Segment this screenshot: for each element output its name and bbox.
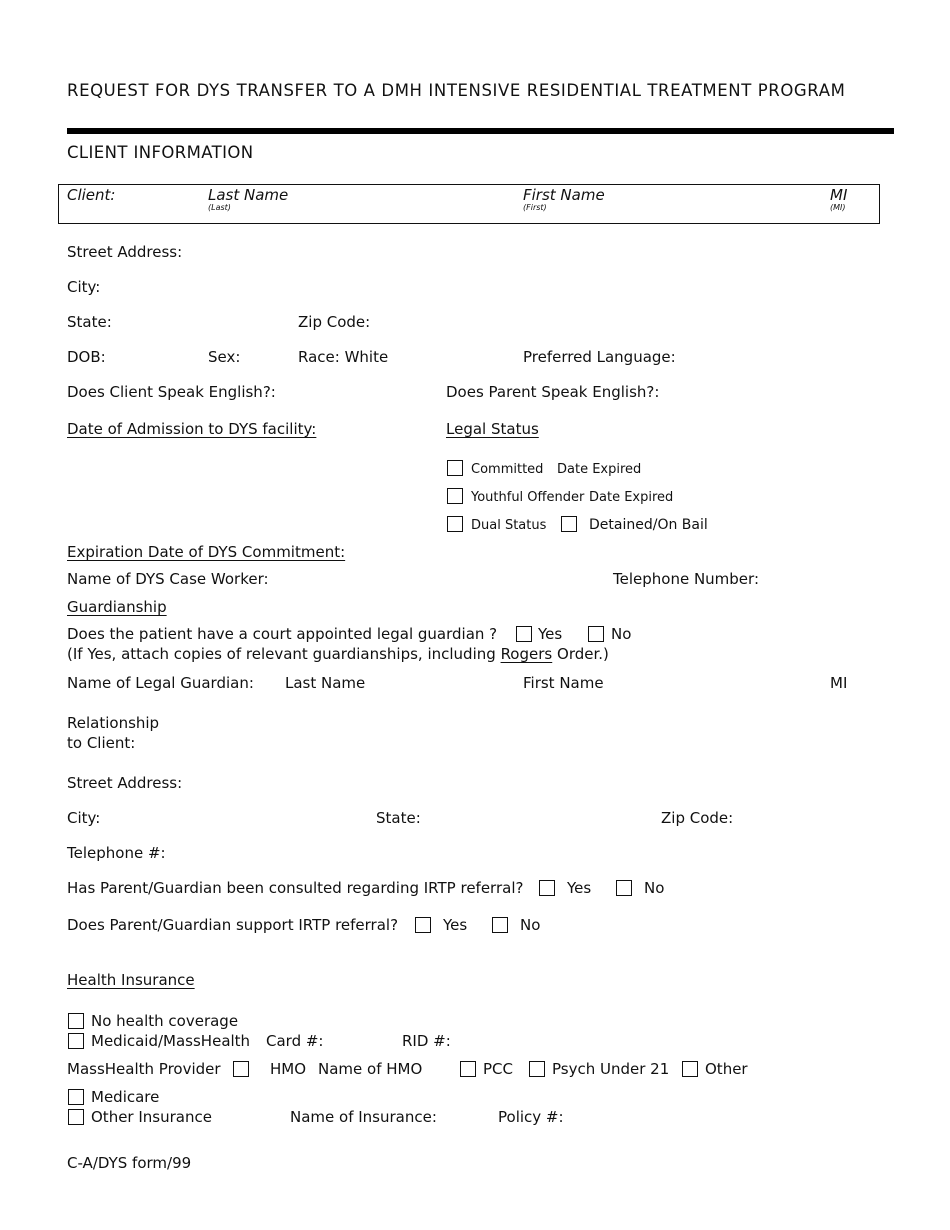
policy-number-label[interactable]: Policy #: [498, 1108, 564, 1126]
form-title: REQUEST FOR DYS TRANSFER TO A DMH INTENSIVE RESIDENTIAL TREATMENT PROGRAM [67, 81, 846, 100]
section-client-information: CLIENT INFORMATION [67, 143, 254, 162]
hmo-checkbox[interactable] [233, 1061, 249, 1077]
other-provider-checkbox[interactable] [682, 1061, 698, 1077]
youthful-offender-checkbox[interactable] [447, 488, 463, 504]
title-rule [67, 128, 894, 134]
guardian-yes-label: Yes [538, 625, 563, 643]
medicaid-label: Medicaid/MassHealth [91, 1032, 251, 1050]
masshealth-provider-label: MassHealth Provider [67, 1060, 221, 1078]
support-no-checkbox[interactable] [492, 917, 508, 933]
guardian-last-name-label[interactable]: Last Name [285, 674, 366, 692]
no-coverage-label: No health coverage [91, 1012, 239, 1030]
client-english-label[interactable]: Does Client Speak English?: [67, 383, 276, 401]
relationship-label-line2[interactable]: to Client: [67, 734, 136, 752]
consulted-question: Has Parent/Guardian been consulted regarding IRTP referral? [67, 879, 524, 897]
client-first-sub: (First) [523, 203, 547, 212]
sex-label[interactable]: Sex: [208, 348, 241, 366]
committed-date-expired-label: Date Expired [557, 462, 642, 477]
guardian-question: Does the patient have a court appointed legal guardian ? [67, 625, 498, 643]
street-address-label[interactable]: Street Address: [67, 243, 183, 261]
pcc-checkbox[interactable] [460, 1061, 476, 1077]
youthful-offender-label: Youthful Offender [471, 490, 585, 505]
admission-date-label[interactable]: Date of Admission to DYS facility: [67, 420, 317, 438]
guardian-city-label[interactable]: City: [67, 809, 101, 827]
guardian-no-checkbox[interactable] [588, 626, 604, 642]
guardian-note [67, 645, 609, 663]
case-worker-label[interactable]: Name of DYS Case Worker: [67, 570, 269, 588]
no-coverage-checkbox[interactable] [68, 1013, 84, 1029]
medicare-label: Medicare [91, 1088, 160, 1106]
guardian-no-label: No [611, 625, 632, 643]
youthful-date-expired-label: Date Expired [589, 490, 674, 505]
consulted-no-label: No [644, 879, 665, 897]
rid-number-label[interactable]: RID #: [402, 1032, 451, 1050]
client-first-name-label[interactable]: First Name [523, 186, 605, 204]
client-label: Client: [67, 186, 116, 204]
legal-status-heading: Legal Status [446, 420, 539, 438]
psych-under-21-label: Psych Under 21 [552, 1060, 670, 1078]
telephone-number-label[interactable]: Telephone Number: [613, 570, 759, 588]
hmo-name-label[interactable]: Name of HMO [318, 1060, 423, 1078]
guardian-yes-checkbox[interactable] [516, 626, 532, 642]
preferred-language-label[interactable]: Preferred Language: [523, 348, 676, 366]
consulted-no-checkbox[interactable] [616, 880, 632, 896]
detained-checkbox[interactable] [561, 516, 577, 532]
support-no-label: No [520, 916, 541, 934]
relationship-label-line1[interactable]: Relationship [67, 714, 160, 732]
support-yes-checkbox[interactable] [415, 917, 431, 933]
guardian-zip-label[interactable]: Zip Code: [661, 809, 734, 827]
guardian-first-name-label[interactable]: First Name [523, 674, 604, 692]
health-insurance-heading: Health Insurance [67, 971, 195, 989]
guardianship-heading: Guardianship [67, 598, 167, 616]
other-provider-label: Other [705, 1060, 748, 1078]
card-number-label[interactable]: Card #: [266, 1032, 324, 1050]
zip-code-label[interactable]: Zip Code: [298, 313, 371, 331]
client-last-name-label[interactable]: Last Name [208, 186, 289, 204]
dual-status-label: Dual Status [471, 518, 547, 533]
client-name-box [58, 184, 880, 224]
guardian-street-label[interactable]: Street Address: [67, 774, 183, 792]
state-label[interactable]: State: [67, 313, 112, 331]
client-mi-sub: (MI) [830, 203, 846, 212]
hmo-label: HMO [270, 1060, 307, 1078]
guardian-note-pre: (If Yes, attach copies of relevant guardianships, including [67, 645, 496, 663]
consulted-yes-label: Yes [567, 879, 592, 897]
guardian-telephone-label[interactable]: Telephone #: [67, 844, 166, 862]
client-last-sub: (Last) [208, 203, 231, 212]
dob-label[interactable]: DOB: [67, 348, 106, 366]
guardian-note-post: Order.) [557, 645, 609, 663]
medicaid-checkbox[interactable] [68, 1033, 84, 1049]
client-mi-label[interactable]: MI [830, 186, 848, 204]
support-question: Does Parent/Guardian support IRTP referral? [67, 916, 399, 934]
psych-under-21-checkbox[interactable] [529, 1061, 545, 1077]
rogers-link-text: Rogers [500, 645, 553, 663]
guardian-mi-label[interactable]: MI [830, 674, 848, 692]
parent-english-label[interactable]: Does Parent Speak English?: [446, 383, 660, 401]
detained-label: Detained/On Bail [589, 517, 708, 533]
other-insurance-checkbox[interactable] [68, 1109, 84, 1125]
committed-label: Committed [471, 462, 544, 477]
race-label[interactable]: Race: White [298, 348, 389, 366]
pcc-label: PCC [483, 1060, 513, 1078]
dual-status-checkbox[interactable] [447, 516, 463, 532]
form-footer-code: C-A/DYS form/99 [67, 1154, 192, 1172]
consulted-yes-checkbox[interactable] [539, 880, 555, 896]
legal-guardian-name-label: Name of Legal Guardian: [67, 674, 254, 692]
guardian-state-label[interactable]: State: [376, 809, 421, 827]
insurance-name-label[interactable]: Name of Insurance: [290, 1108, 437, 1126]
medicare-checkbox[interactable] [68, 1089, 84, 1105]
committed-checkbox[interactable] [447, 460, 463, 476]
city-label[interactable]: City: [67, 278, 101, 296]
support-yes-label: Yes [443, 916, 468, 934]
expiration-date-label[interactable]: Expiration Date of DYS Commitment: [67, 543, 346, 561]
other-insurance-label: Other Insurance [91, 1108, 212, 1126]
